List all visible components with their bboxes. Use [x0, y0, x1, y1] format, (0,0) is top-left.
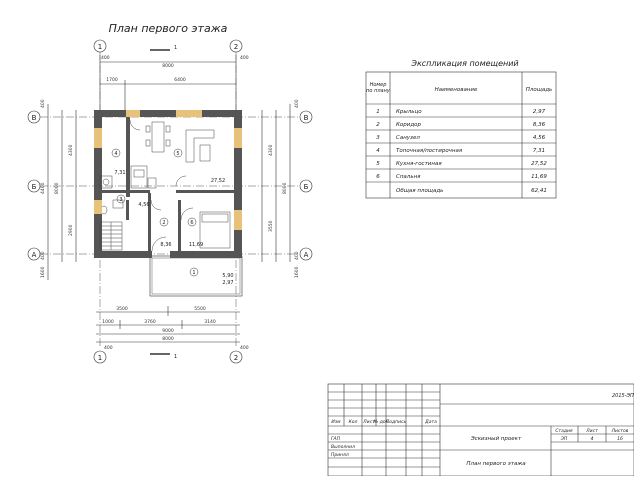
dim-bottom-8: 400 — [104, 346, 113, 351]
stamp-col-izm: Изм — [331, 420, 341, 425]
row-5-num: 5 — [376, 161, 380, 167]
row-1-area: 2,97 — [532, 109, 546, 115]
axis-label-1-bottom: 1 — [97, 354, 103, 362]
stamp-code: 2015-ЭП — [612, 393, 634, 399]
explication-header-name: Наименование — [434, 87, 478, 93]
axis-label-b-right: Б — [303, 183, 309, 191]
floor-plan — [28, 22, 312, 363]
room-number-1: 1 — [192, 270, 196, 276]
stamp-sheets-label: Листов — [611, 429, 629, 434]
dim-left-4: 4400 — [41, 182, 46, 194]
room-number-4: 4 — [114, 151, 118, 157]
stamp-col-doc: № док — [373, 420, 389, 425]
dim-bottom-6: 9000 — [162, 329, 174, 334]
room-number-2: 2 — [162, 220, 166, 226]
stamp-project: Эскизный проект — [470, 436, 522, 442]
section-mark-bottom: 1 — [174, 354, 178, 360]
explication-title: Экспликация помещений — [411, 59, 519, 68]
stamp-col-list: Лист — [363, 420, 375, 425]
stamp-role-executed: Выполнил — [331, 445, 355, 450]
stamp-sheet-label: Лист — [586, 429, 598, 434]
stamp-sheet: 4 — [590, 437, 594, 442]
dim-left-2: 4300 — [69, 144, 74, 156]
plan-title: План первого этажа — [108, 22, 228, 35]
room-area-2: 8,36 — [160, 242, 172, 248]
room-number-5: 5 — [176, 151, 180, 157]
dim-bottom-1: 3500 — [116, 307, 128, 312]
extra-label: 5,90 — [222, 273, 234, 279]
row-2-name: Коридор — [396, 122, 421, 128]
section-mark-top: 1 — [174, 45, 178, 51]
dim-right-5: 1600 — [295, 266, 300, 278]
row-3-area: 4,56 — [532, 135, 546, 141]
dim-right-3: 8000 — [283, 182, 288, 194]
axis-label-1-top: 1 — [97, 43, 103, 51]
stamp-stage-label: Стадия — [555, 429, 573, 434]
dim-left-7: 400 — [41, 251, 46, 260]
stamp-col-sign: Подпись — [385, 420, 407, 425]
row-2-area: 8,36 — [532, 122, 546, 128]
row-3-name: Санузел — [396, 135, 420, 141]
row-4-num: 4 — [376, 148, 380, 154]
dim-right-2: 4300 — [269, 144, 274, 156]
dim-right-4: 3550 — [269, 220, 274, 232]
row-6-num: 6 — [376, 174, 380, 180]
stamp-sheets: 16 — [617, 437, 623, 442]
dim-left-5: 2900 — [69, 224, 74, 236]
dim-bottom-9: 400 — [240, 346, 249, 351]
row-5-name: Кухня-гостиная — [396, 161, 442, 167]
dim-bottom-7: 8000 — [162, 337, 174, 342]
dim-left-1: 400 — [41, 99, 46, 108]
room-number-3: 3 — [119, 197, 123, 203]
room-number-6: 6 — [190, 220, 194, 226]
room-area-6: 11,69 — [188, 242, 204, 248]
dim-top-1: 400 — [101, 56, 110, 61]
title-block — [328, 384, 634, 476]
dim-bottom-3: 1000 — [102, 320, 114, 325]
axis-label-v-left: В — [31, 114, 37, 122]
room-area-5: 27,52 — [210, 178, 226, 184]
axis-label-2-top: 2 — [233, 43, 239, 51]
stamp-col-date: Дата — [425, 420, 437, 425]
row-6-name: Спальня — [396, 174, 421, 180]
total-area: 62,41 — [531, 188, 547, 194]
dim-bottom-5: 3140 — [204, 320, 216, 325]
room-labels — [112, 149, 234, 286]
dim-right-1: 400 — [295, 99, 300, 108]
row-4-name: Топочная/постирочная — [396, 148, 463, 154]
dim-left-6: 1600 — [41, 266, 46, 278]
axis-label-a-left: А — [31, 251, 37, 259]
row-2-num: 2 — [376, 122, 380, 128]
room-area-3: 4,56 — [138, 202, 150, 208]
dim-left-3: 8000 — [55, 182, 60, 194]
dim-right-6: 400 — [295, 251, 300, 260]
dim-top-2: 8000 — [162, 64, 174, 69]
stamp-stage: ЭП — [560, 437, 568, 442]
furniture — [100, 120, 230, 251]
axis-label-b-left: Б — [31, 183, 37, 191]
room-area-1: 2,97 — [222, 280, 234, 286]
room-area-4: 7,31 — [114, 170, 126, 176]
axis-label-v-right: В — [303, 114, 309, 122]
row-1-num: 1 — [376, 109, 380, 115]
axis-label-2-bottom: 2 — [233, 354, 239, 362]
row-6-area: 11,69 — [531, 174, 547, 180]
dim-bottom-2: 5500 — [194, 307, 206, 312]
stamp-role-gap: ГАП — [331, 437, 340, 442]
dim-top-4: 1700 — [106, 78, 118, 83]
stamp-sheet-title: План первого этажа — [466, 461, 526, 467]
dim-top-5: 6400 — [174, 78, 186, 83]
axis-label-a-right: А — [303, 251, 309, 259]
dim-bottom-4: 3760 — [144, 320, 156, 325]
explication-header-area: Площадь — [525, 87, 553, 93]
row-5-area: 27,52 — [531, 161, 547, 167]
dim-top-3: 400 — [240, 56, 249, 61]
explication-header-num: Номер по плану — [366, 82, 390, 94]
row-3-num: 3 — [376, 135, 380, 141]
row-1-name: Крыльцо — [396, 109, 422, 115]
stamp-col-kol: Кол — [348, 420, 358, 425]
row-4-area: 7,31 — [532, 148, 546, 154]
explication-table — [366, 59, 556, 198]
stamp-role-accepted: Принял — [331, 453, 349, 458]
total-name: Общая площадь — [396, 188, 444, 194]
